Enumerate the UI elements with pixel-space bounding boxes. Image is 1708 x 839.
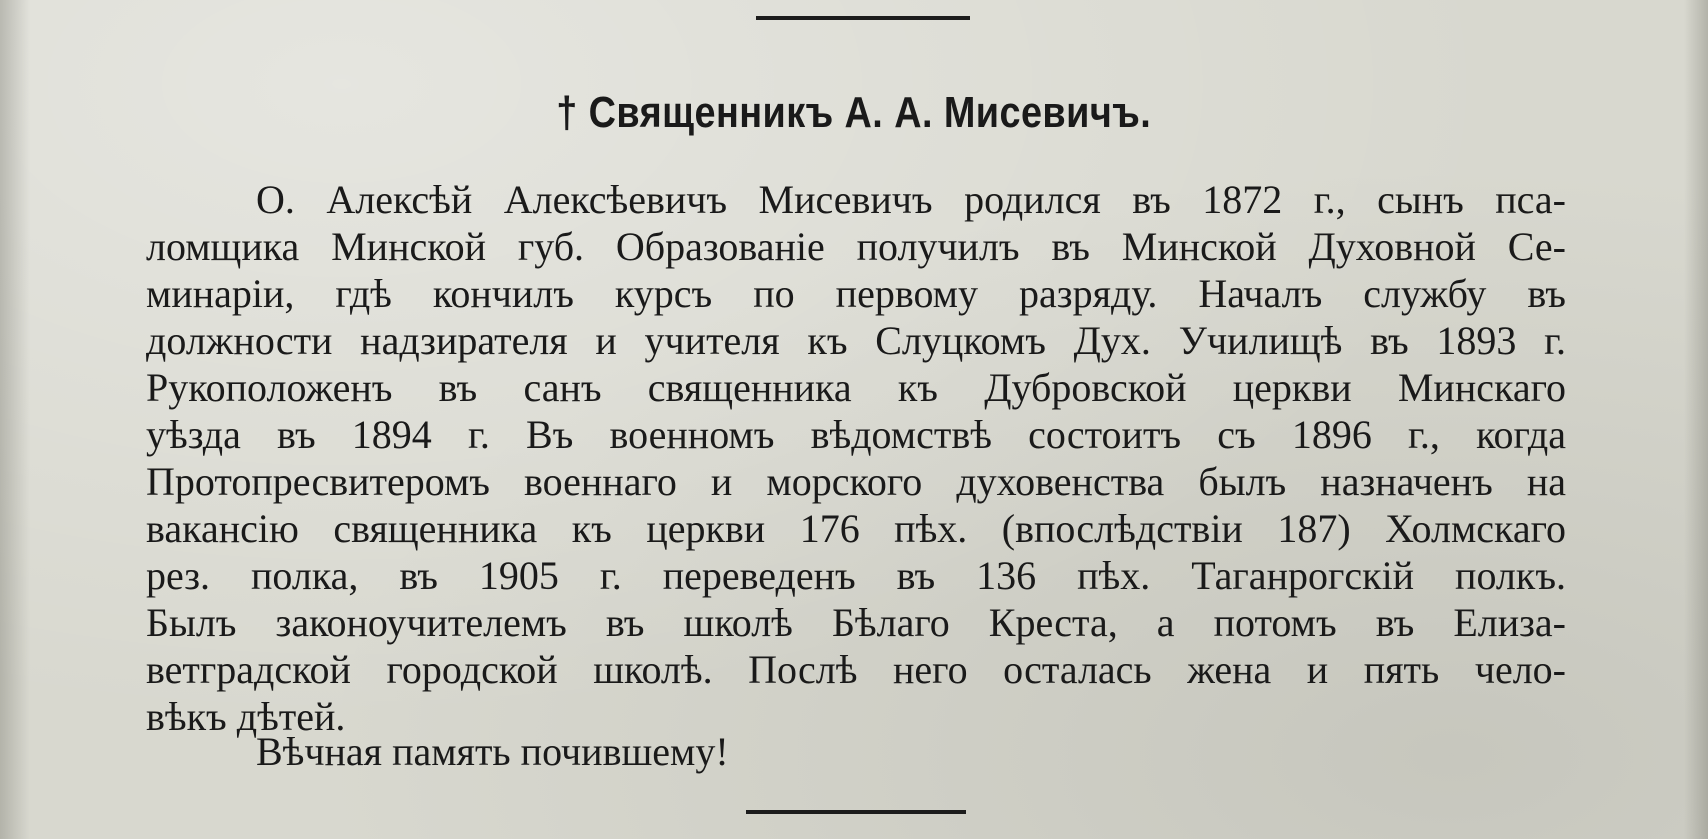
body-line: должности надзирателя и учителя къ Слуцкомъ Дух. Училищѣ въ 1893 г. bbox=[146, 318, 1566, 363]
body-line: рез. полка, въ 1905 г. переведенъ въ 136 пѣх. Таганрогскій полкъ. bbox=[146, 553, 1566, 598]
page-edge-shadow-right bbox=[1684, 0, 1708, 839]
body-line: вакансію священника къ церкви 176 пѣх. (впослѣдствіи 187) Холмскаго bbox=[146, 506, 1566, 551]
body-line: минаріи, гдѣ кончилъ курсъ по первому разряду. Началъ службу въ bbox=[146, 271, 1566, 316]
body-line: вѣкъ дѣтей. bbox=[146, 694, 346, 739]
article-title: † Священникъ А. А. Мисевичъ. bbox=[556, 88, 1152, 137]
body-line: ветградской городской школѣ. Послѣ него осталась жена и пять чело- bbox=[146, 647, 1566, 692]
page-edge-shadow-left bbox=[0, 0, 30, 839]
body-line: ломщика Минской губ. Образованіе получилъ въ Минской Духовной Се- bbox=[146, 224, 1566, 269]
body-line: О. Алексѣй Алексѣевичъ Мисевичъ родился въ 1872 г., сынъ пса- bbox=[256, 177, 1566, 222]
bottom-rule bbox=[746, 810, 966, 814]
top-rule bbox=[756, 16, 970, 20]
closing-line: Вѣчная память почившему! bbox=[256, 729, 729, 774]
body-line: уѣзда въ 1894 г. Въ военномъ вѣдомствѣ состоитъ съ 1896 г., когда bbox=[146, 412, 1566, 457]
article-body bbox=[146, 176, 1566, 740]
body-line: Протопресвитеромъ военнаго и морского духовенства былъ назначенъ на bbox=[146, 459, 1566, 504]
body-line: Былъ законоучителемъ въ школѣ Бѣлаго Креста, а потомъ въ Елиза- bbox=[146, 600, 1566, 645]
body-line: Рукоположенъ въ санъ священника къ Дубровской церкви Минскаго bbox=[146, 365, 1566, 410]
